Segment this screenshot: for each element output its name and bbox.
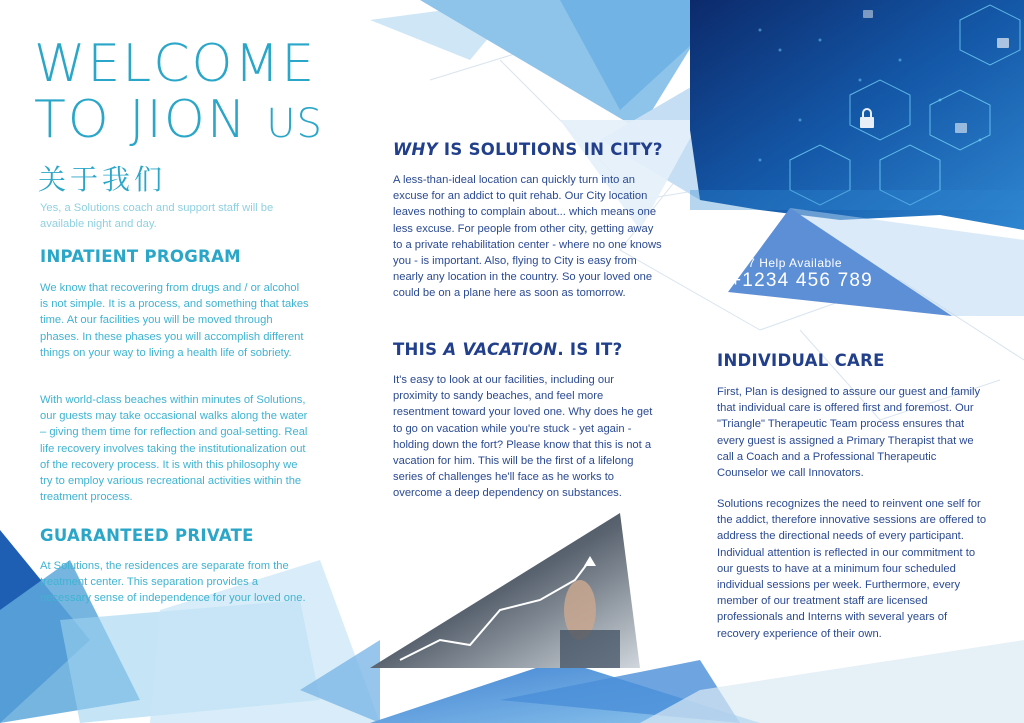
chinese-subtitle: 关于我们 xyxy=(38,163,167,196)
why-heading-italic: WHY xyxy=(393,140,438,159)
help-block xyxy=(730,256,873,292)
vacation-heading-a: THIS xyxy=(393,340,444,359)
individual-heading: INDIVIDUAL CARE xyxy=(717,351,885,370)
vacation-para: It's easy to look at our facilities, including our proximity to sandy beaches, and feel more resentment toward your loved one. Why does he get to go on vacation while you're stuck - yet again - holding down the fort? Please know that this is not a vacation for him. This will be the first of a lifelong series of challenges he'll face as he works to overcome a deep dependency on substances. xyxy=(393,374,653,500)
inpatient-para-2: With world-class beaches within minutes of Solutions, our guests may take occasional walks along the water – giving them time for reflection and goal-setting. Real life recovery involves taking the institutionalization out of the recovery process. It is with this philosophy we try to employ various recreational activities within the treatment process. xyxy=(40,394,308,504)
vacation-heading-italic: A VACATION xyxy=(443,340,558,359)
help-phone: +1234 456 789 xyxy=(730,270,873,291)
individual-para-2: Solutions recognizes the need to reinvent one self for the addict, therefore innovative sessions are offered to address the directional needs of every participant. Individual attention is reflected in our commitment to our guests to have at a minimum four scheduled individual sessions per week. Furthermore, every member of our treatment staff are licensed professionals and Interns with several years of recovery experience of their own. xyxy=(717,498,987,640)
city-network-security-photo xyxy=(690,0,1024,230)
help-label: 24/7 Help Available xyxy=(730,256,843,270)
guaranteed-para: At Solutions, the residences are separate from the treatment center. This separation provides a necessary sense of independence for your loved one. xyxy=(40,560,306,605)
why-heading-rest: IS SOLUTIONS IN CITY? xyxy=(437,140,663,159)
title-line2: TO JION xyxy=(34,90,267,150)
vacation-heading xyxy=(393,340,622,359)
page-title xyxy=(34,36,323,152)
why-para: A less-than-ideal location can quickly turn into an excuse for an addict to quit rehab. Our City location leaves nothing to complain about... which means one less excuse. For people from other city, getting away to a private rehabilitation center - where no one knows you - is important. Also, flying to City is easy from nearly any location in the country. So your loved one could be on a plane here as soon as tomorrow. xyxy=(393,174,662,300)
inpatient-para-1: We know that recovering from drugs and / or alcohol is not simple. It is a process, and something that takes time. At our facilities you will be moved through phases. In these phases you will accomplish different things on your way to living a health life of sobriety. xyxy=(40,282,309,359)
title-line1: WELCOME xyxy=(34,34,317,94)
guaranteed-heading: GUARANTEED PRIVATE xyxy=(40,526,254,545)
title-us: US xyxy=(266,101,323,147)
business-hand-growth-chart-photo xyxy=(370,513,640,668)
vacation-heading-b: . IS IT? xyxy=(557,340,623,359)
individual-para-1: First, Plan is designed to assure our guest and family that individual care is offered first and foremost. Our "Triangle" Therapeutic Team process ensures that every guest is assigned a Primary Therapist that we call a Coach and a Professional Therapeutic Counselor we call Innovators. xyxy=(717,386,981,480)
lead-text: Yes, a Solutions coach and support staff will be available night and day. xyxy=(40,202,274,231)
why-heading xyxy=(393,140,663,159)
inpatient-heading: INPATIENT PROGRAM xyxy=(40,247,241,266)
